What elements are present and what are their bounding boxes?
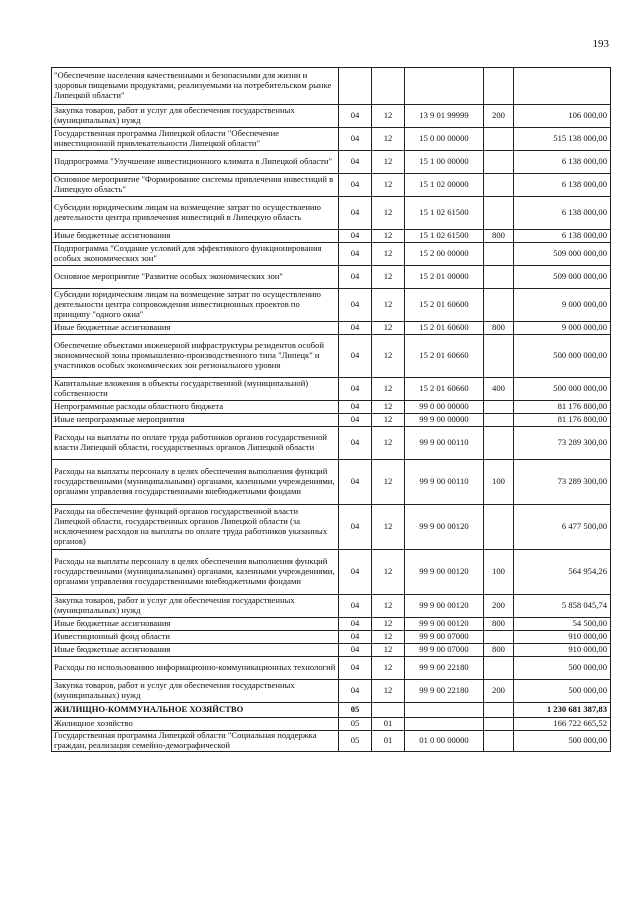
subsection-code-cell: 12	[372, 151, 405, 174]
amount-cell: 500 000,00	[514, 680, 611, 703]
page-number: 193	[592, 38, 609, 50]
item-name-cell: Расходы на обеспечение функций органов государственной власти Липецкой области, государственных органов Липецкой области (за исключением расходов на выплаты по оплате труда работников указанных органов)	[52, 505, 339, 550]
amount-cell: 9 000 000,00	[514, 289, 611, 322]
target-article-code-cell: 15 1 00 00000	[405, 151, 484, 174]
item-name-cell: Расходы на выплаты персоналу в целях обеспечения выполнения функций государственными (муниципальными) органами, казенными учреждениями, органами управления государственными внебюджетными фондами	[52, 460, 339, 505]
target-article-code-cell: 01 0 00 00000	[405, 731, 484, 752]
subsection-code-cell: 12	[372, 266, 405, 289]
subsection-code-cell	[372, 703, 405, 718]
table-row	[52, 322, 611, 335]
amount-cell: 6 138 000,00	[514, 230, 611, 243]
item-name-cell: Иные бюджетные ассигнования	[52, 644, 339, 657]
section-code-cell: 04	[339, 550, 372, 595]
subsection-code-cell: 12	[372, 505, 405, 550]
expense-type-code-cell	[484, 427, 514, 460]
table-row	[52, 680, 611, 703]
table-row	[52, 550, 611, 595]
subsection-code-cell: 12	[372, 105, 405, 128]
expense-type-code-cell	[484, 197, 514, 230]
table-row	[52, 289, 611, 322]
section-code-cell: 05	[339, 718, 372, 731]
expense-type-code-cell	[484, 703, 514, 718]
target-article-code-cell: 99 9 00 22180	[405, 680, 484, 703]
subsection-code-cell: 12	[372, 595, 405, 618]
section-code-cell: 05	[339, 703, 372, 718]
target-article-code-cell: 15 0 00 00000	[405, 128, 484, 151]
subsection-code-cell: 12	[372, 322, 405, 335]
expense-type-code-cell	[484, 335, 514, 378]
item-name-cell: Расходы по использованию информационно-коммуникационных технологий	[52, 657, 339, 680]
section-code-cell: 04	[339, 105, 372, 128]
expense-type-code-cell: 800	[484, 230, 514, 243]
item-name-cell: Подпрограмма "Улучшение инвестиционного климата в Липецкой области"	[52, 151, 339, 174]
item-name-cell: Закупка товаров, работ и услуг для обеспечения государственных (муниципальных) нужд	[52, 680, 339, 703]
section-code-cell: 04	[339, 644, 372, 657]
subsection-code-cell: 01	[372, 718, 405, 731]
target-article-code-cell: 99 9 00 00110	[405, 427, 484, 460]
target-article-code-cell	[405, 703, 484, 718]
item-name-cell: Закупка товаров, работ и услуг для обеспечения государственных (муниципальных) нужд	[52, 105, 339, 128]
section-code-cell: 04	[339, 414, 372, 427]
expense-type-code-cell: 800	[484, 322, 514, 335]
table-row	[52, 197, 611, 230]
target-article-code-cell: 99 9 00 00120	[405, 505, 484, 550]
table-body	[52, 68, 611, 752]
section-code-cell: 04	[339, 595, 372, 618]
table-row	[52, 151, 611, 174]
expense-type-code-cell: 200	[484, 105, 514, 128]
amount-cell: 509 000 000,00	[514, 243, 611, 266]
item-name-cell: Расходы на выплаты персоналу в целях обеспечения выполнения функций государственными (муниципальными) органами, казенными учреждениями, органами управления государственными внебюджетными фондами	[52, 550, 339, 595]
target-article-code-cell: 15 2 01 60600	[405, 322, 484, 335]
item-name-cell: Иные бюджетные ассигнования	[52, 230, 339, 243]
section-code-cell: 04	[339, 197, 372, 230]
subsection-code-cell: 01	[372, 731, 405, 752]
amount-cell: 81 176 800,00	[514, 401, 611, 414]
section-code-cell: 04	[339, 335, 372, 378]
target-article-code-cell: 99 9 00 00110	[405, 460, 484, 505]
subsection-code-cell: 12	[372, 680, 405, 703]
item-name-cell: Иные бюджетные ассигнования	[52, 322, 339, 335]
item-name-cell: Государственная программа Липецкой области "Обеспечение инвестиционной привлекательности Липецкой области"	[52, 128, 339, 151]
expense-type-code-cell	[484, 657, 514, 680]
item-name-cell: Субсидии юридическим лицам на возмещение затрат по осуществлению деятельности центра сопровождения инвестиционных проектов по принципу "одного окна"	[52, 289, 339, 322]
amount-cell: 106 000,00	[514, 105, 611, 128]
amount-cell: 54 500,00	[514, 618, 611, 631]
subsection-code-cell: 12	[372, 657, 405, 680]
expense-type-code-cell: 800	[484, 618, 514, 631]
target-article-code-cell	[405, 718, 484, 731]
subsection-code-cell: 12	[372, 197, 405, 230]
item-name-cell: Обеспечение объектами инженерной инфраструктуры резидентов особой экономической зоны промышленно-производственного типа "Липецк" и участников особых экономических зон регионального уровня	[52, 335, 339, 378]
target-article-code-cell: 15 1 02 61500	[405, 230, 484, 243]
subsection-code-cell: 12	[372, 335, 405, 378]
expense-type-code-cell: 400	[484, 378, 514, 401]
table-row	[52, 68, 611, 105]
expense-type-code-cell: 100	[484, 550, 514, 595]
item-name-cell: Основное мероприятие "Развитие особых экономических зон"	[52, 266, 339, 289]
expense-type-code-cell	[484, 289, 514, 322]
item-name-cell: Иные непрограммные мероприятия	[52, 414, 339, 427]
subsection-code-cell: 12	[372, 427, 405, 460]
item-name-cell	[52, 731, 339, 752]
item-name-cell: Подпрограмма "Создание условий для эффективного функционирования особых экономических зон"	[52, 243, 339, 266]
table-row	[52, 266, 611, 289]
target-article-code-cell: 99 9 00 07000	[405, 644, 484, 657]
amount-cell: 6 138 000,00	[514, 151, 611, 174]
expense-type-code-cell	[484, 505, 514, 550]
section-code-cell: 04	[339, 151, 372, 174]
amount-cell: 500 000,00	[514, 731, 611, 752]
section-code-cell: 04	[339, 427, 372, 460]
item-name-cell: Расходы на выплаты по оплате труда работников органов государственной власти Липецкой области, государственных органов Липецкой области	[52, 427, 339, 460]
target-article-code-cell	[405, 68, 484, 105]
target-article-code-cell: 15 2 01 60660	[405, 378, 484, 401]
subsection-code-cell: 12	[372, 550, 405, 595]
target-article-code-cell: 15 2 01 60660	[405, 335, 484, 378]
item-name-cell: Иные бюджетные ассигнования	[52, 618, 339, 631]
target-article-code-cell: 15 1 02 00000	[405, 174, 484, 197]
table-row	[52, 243, 611, 266]
section-code-cell: 04	[339, 680, 372, 703]
table-row	[52, 105, 611, 128]
subsection-code-cell: 12	[372, 128, 405, 151]
table-row	[52, 731, 611, 752]
amount-cell: 1 230 681 387,83	[514, 703, 611, 718]
subsection-code-cell: 12	[372, 460, 405, 505]
table-row	[52, 703, 611, 718]
target-article-code-cell: 99 9 00 00120	[405, 595, 484, 618]
table-row	[52, 128, 611, 151]
amount-cell: 73 289 300,00	[514, 427, 611, 460]
subsection-code-cell: 12	[372, 230, 405, 243]
item-name-cell: Основное мероприятие "Формирование системы привлечения инвестиций в Липецкую область"	[52, 174, 339, 197]
amount-cell: 509 000 000,00	[514, 266, 611, 289]
item-name-cell: Жилищное хозяйство	[52, 718, 339, 731]
expense-type-code-cell	[484, 401, 514, 414]
expense-type-code-cell	[484, 266, 514, 289]
subsection-code-cell: 12	[372, 414, 405, 427]
target-article-code-cell: 99 9 00 00120	[405, 618, 484, 631]
table-row	[52, 718, 611, 731]
amount-cell: 73 289 300,00	[514, 460, 611, 505]
section-code-cell: 04	[339, 618, 372, 631]
expense-type-code-cell	[484, 731, 514, 752]
expense-type-code-cell	[484, 631, 514, 644]
table-row	[52, 618, 611, 631]
subsection-code-cell: 12	[372, 174, 405, 197]
section-code-cell: 04	[339, 128, 372, 151]
target-article-code-cell: 13 9 01 99999	[405, 105, 484, 128]
table-row	[52, 230, 611, 243]
section-code-cell: 04	[339, 657, 372, 680]
expense-type-code-cell: 800	[484, 644, 514, 657]
subsection-code-cell: 12	[372, 618, 405, 631]
item-name-cell: ЖИЛИЩНО-КОММУНАЛЬНОЕ ХОЗЯЙСТВО	[52, 703, 339, 718]
table-row	[52, 414, 611, 427]
target-article-code-cell: 99 9 00 00120	[405, 550, 484, 595]
amount-cell: 6 138 000,00	[514, 174, 611, 197]
section-code-cell: 04	[339, 378, 372, 401]
target-article-code-cell: 15 2 00 00000	[405, 243, 484, 266]
table-row	[52, 644, 611, 657]
subsection-code-cell: 12	[372, 378, 405, 401]
amount-cell: 910 000,00	[514, 631, 611, 644]
subsection-code-cell: 12	[372, 243, 405, 266]
table-row	[52, 401, 611, 414]
expense-type-code-cell	[484, 414, 514, 427]
budget-table	[51, 67, 611, 752]
expense-type-code-cell: 100	[484, 460, 514, 505]
section-code-cell: 04	[339, 289, 372, 322]
expense-type-code-cell	[484, 174, 514, 197]
amount-cell: 6 138 000,00	[514, 197, 611, 230]
amount-cell: 81 176 800,00	[514, 414, 611, 427]
expense-type-code-cell	[484, 151, 514, 174]
item-name-cell: Закупка товаров, работ и услуг для обеспечения государственных (муниципальных) нужд	[52, 595, 339, 618]
amount-cell: 564 954,26	[514, 550, 611, 595]
amount-cell: 166 722 665,52	[514, 718, 611, 731]
item-name-cell: "Обеспечение населения качественными и безопасными для жизни и здоровья пищевыми продуктами, реализуемыми на потребительском рынке Липецкой области"	[52, 68, 339, 105]
subsection-code-cell: 12	[372, 289, 405, 322]
table-row	[52, 505, 611, 550]
expense-type-code-cell: 200	[484, 595, 514, 618]
target-article-code-cell: 99 9 00 22180	[405, 657, 484, 680]
table-row	[52, 335, 611, 378]
section-code-cell: 04	[339, 174, 372, 197]
section-code-cell: 04	[339, 401, 372, 414]
amount-cell: 5 858 045,74	[514, 595, 611, 618]
expense-type-code-cell	[484, 68, 514, 105]
item-name: Государственная программа Липецкой области "Социальная поддержка граждан, реализация семейно-демографической	[54, 731, 317, 750]
amount-cell: 910 000,00	[514, 644, 611, 657]
subsection-code-cell: 12	[372, 631, 405, 644]
amount-cell: 9 000 000,00	[514, 322, 611, 335]
subsection-code-cell	[372, 68, 405, 105]
section-code-cell: 04	[339, 266, 372, 289]
section-code-cell: 04	[339, 505, 372, 550]
amount-cell: 500 000 000,00	[514, 335, 611, 378]
table-row	[52, 657, 611, 680]
section-code-cell: 04	[339, 322, 372, 335]
expense-type-code-cell	[484, 243, 514, 266]
target-article-code-cell: 15 2 01 60600	[405, 289, 484, 322]
target-article-code-cell: 99 9 00 00000	[405, 414, 484, 427]
section-code-cell: 04	[339, 460, 372, 505]
amount-cell: 500 000 000,00	[514, 378, 611, 401]
section-code-cell: 05	[339, 731, 372, 752]
target-article-code-cell: 99 0 00 00000	[405, 401, 484, 414]
expense-type-code-cell	[484, 718, 514, 731]
section-code-cell	[339, 68, 372, 105]
table-row	[52, 427, 611, 460]
section-code-cell: 04	[339, 230, 372, 243]
subsection-code-cell: 12	[372, 401, 405, 414]
amount-cell: 515 138 000,00	[514, 128, 611, 151]
section-code-cell: 04	[339, 243, 372, 266]
item-name-cell: Капитальные вложения в объекты государственной (муниципальной) собственности	[52, 378, 339, 401]
table-row	[52, 460, 611, 505]
target-article-code-cell: 15 2 01 00000	[405, 266, 484, 289]
table-row	[52, 595, 611, 618]
table-row	[52, 378, 611, 401]
item-name-cell: Непрограммные расходы областного бюджета	[52, 401, 339, 414]
table-row	[52, 631, 611, 644]
table-row	[52, 174, 611, 197]
amount-cell: 6 477 500,00	[514, 505, 611, 550]
target-article-code-cell: 15 1 02 61500	[405, 197, 484, 230]
item-name-cell: Субсидии юридическим лицам на возмещение затрат по осуществлению деятельности центра привлечения инвестиций в Липецкую область	[52, 197, 339, 230]
target-article-code-cell: 99 9 00 07000	[405, 631, 484, 644]
expense-type-code-cell	[484, 128, 514, 151]
expense-type-code-cell: 200	[484, 680, 514, 703]
section-code-cell: 04	[339, 631, 372, 644]
amount-cell	[514, 68, 611, 105]
amount-cell: 500 000,00	[514, 657, 611, 680]
item-name-cell: Инвестиционный фонд области	[52, 631, 339, 644]
subsection-code-cell: 12	[372, 644, 405, 657]
